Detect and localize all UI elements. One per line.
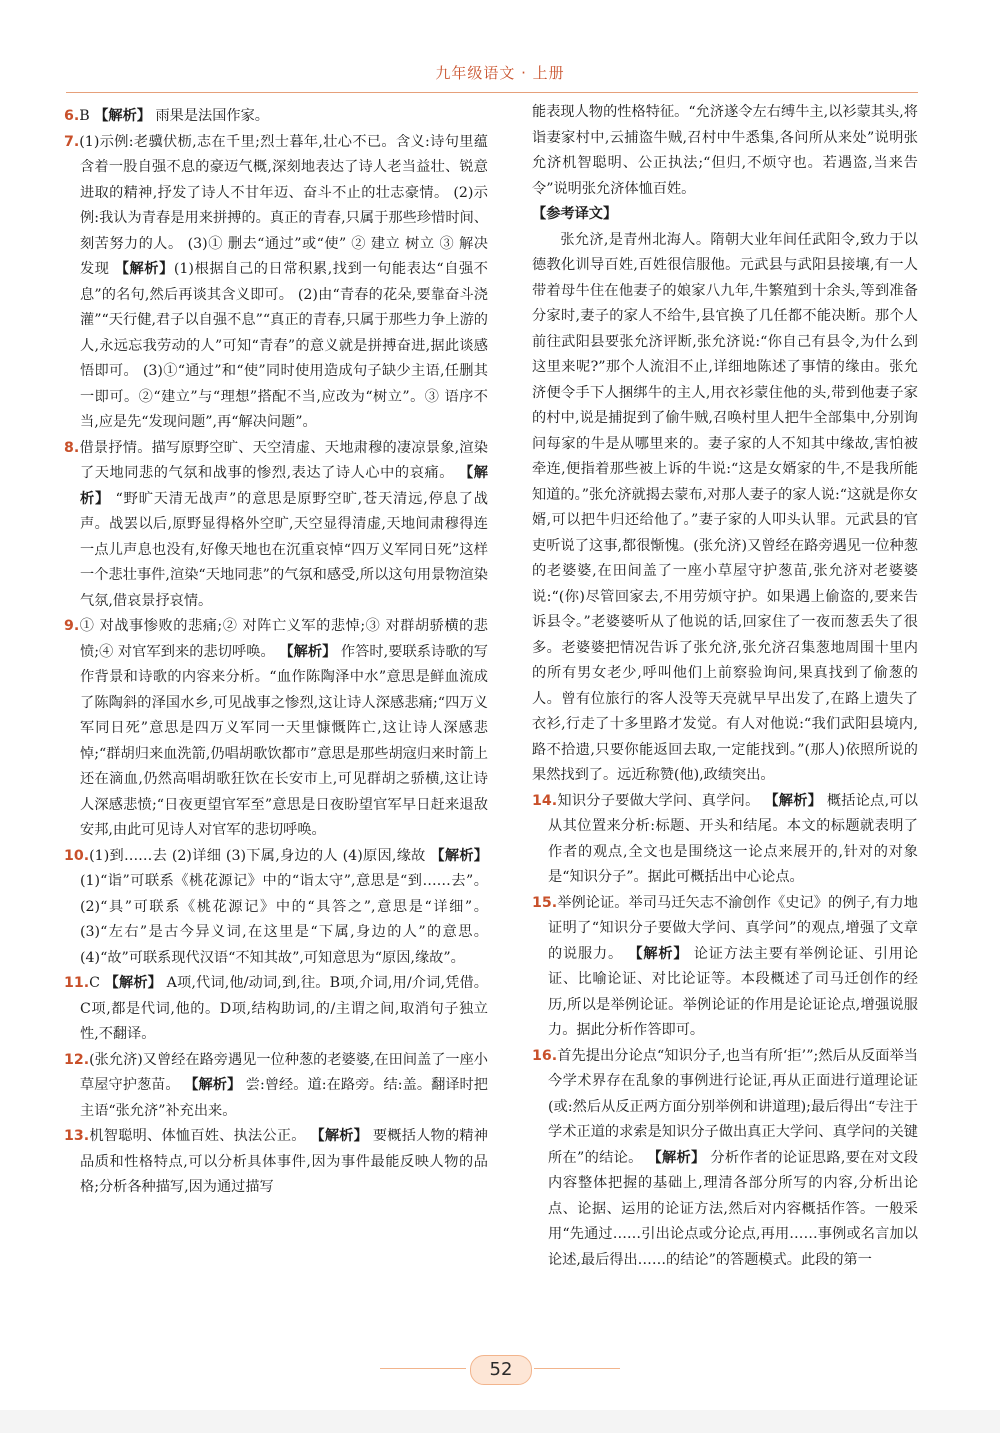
- left-column: [64, 104, 488, 1201]
- answer-text: (1)到……去 (2)详细 (3)下属,身边的人 (4)原因,缘故: [89, 847, 431, 864]
- answer-text: 机智聪明、体恤百姓、执法公正。: [89, 1128, 311, 1144]
- analysis-tag: 【解析】: [764, 792, 823, 809]
- answer-item-14: [532, 789, 918, 891]
- analysis-text: 尝:曾经。道:在路旁。结:盖。翻译时把主语“张允济”补充出来。: [80, 1077, 488, 1119]
- analysis-tag: 【解析】: [80, 465, 488, 507]
- analysis-text: A项,代词,他/动词,到,往。B项,介词,用/介词,凭借。C项,都是代词,他的。D项,结构助词,的/主谓之间,取消句子独立性,不翻译。: [80, 975, 488, 1042]
- answer-text: ① 对战事惨败的悲痛;② 对阵亡义军的悲悼;③ 对群胡骄横的悲愤;④ 对官军到来的悲切呼唤。: [79, 618, 488, 660]
- item-number: 10.: [64, 847, 90, 864]
- item-number: 7.: [64, 133, 80, 150]
- answer-item-6: [64, 104, 488, 130]
- analysis-text: 雨果是法国作家。: [150, 108, 269, 124]
- analysis-tag: 【解析】: [647, 1149, 706, 1166]
- answer-item-12: [64, 1048, 488, 1125]
- analysis-tag: 【解析】: [184, 1077, 242, 1093]
- analysis-text: (1)根据自己的日常积累,找到一句能表达“自强不息”的名句,然后再谈其含义即可。 (2)由“青春的花朵,要靠奋斗浇灌”“天行健,君子以自强不息”“真正的青春,只属于那些力争上游的人,永远忘我劳动的人”可知“青春”的意义就是拼搏奋进,据此谈感悟即可。 (3)①“通过”和“使”同时使用造成句子缺少主语,任删其一即可。②“建立”与“理想”搭配不当,应改为“树立”。③ 语序不当,应是先“发现问题”,再“解决问题”。: [80, 261, 488, 430]
- analysis-tag: 【解析】: [279, 643, 337, 660]
- answer-text: 知识分子要做大学问、真学问。: [557, 792, 765, 809]
- answer-item-13: [64, 1124, 488, 1201]
- analysis-tag: 【解析】: [628, 945, 689, 962]
- answer-text: C: [89, 975, 105, 991]
- answer-text: 首先提出分论点“知识分子,也当有所‘拒’”;然后从反面举当今学术界存在乱象的事例进行论证,再从正面进行道理论证(或:然后从反正两方面分别举例和讲道理);最后得出“专注于学术正道的求索是知识分子做出真正大学问、真学问的关键所在”的结论。: [548, 1047, 918, 1166]
- answer-text: B: [79, 108, 90, 124]
- answer-item-10: [64, 844, 488, 972]
- item-number: 13.: [64, 1128, 90, 1144]
- reference-translation: 张允济,是青州北海人。隋朝大业年间任武阳令,致力于以德教化训导百姓,百姓很信服他。元武县与武阳县接壤,有一人带着母牛住在他妻子的娘家八九年,牛繁殖到十余头,等到准备分家时,妻子的家人不给牛,县官换了几任都不能决断。那个人前往武阳县要张允济评断,张允济说:“你自己有县令,为什么到这里来呢?”那个人流泪不止,详细地陈述了事情的缘由。张允济便令手下人捆绑牛的主人,用衣衫蒙住他的头,带到他妻子家的村中,说是捕捉到了偷牛贼,召唤村里人把牛全部集中,分别询问每家的牛是从哪里来的。妻子家的人不知其中缘故,害怕被牵连,便指着那些被上诉的牛说:“这是女婿家的牛,不是我所能知道的。”张允济就揭去蒙布,对那人妻子的家人说:“这就是你女婿,可以把牛归还给他了。”妻子家的人叩头认罪。元武县的官吏听说了这事,都很惭愧。(张允济)又曾经在路旁遇见一位种葱的老婆婆,在田间盖了一座小草屋守护葱苗,张允济对老婆婆说:“(你)尽管回家去,不用劳烦守护。如果遇上偷盗的,要来告诉县令。”老婆婆听从了他说的话,回家住了一夜而葱丢失了很多。老婆婆把情况告诉了张允济,张允济召集葱地周围十里内的所有男女老少,呼叫他们上前察验询问,果真找到了偷葱的人。曾有位旅行的客人没等天亮就早早出发了,在路上遗失了衣衫,行走了十多里路才发觉。有人对他说:“我们武阳县境内,路不拾遗,只要你能返回去取,一定能找到。”(那人)依照所说的果然找到了。远近称赞(他),政绩突出。: [532, 231, 918, 783]
- answer-text: 借景抒情。描写原野空旷、天空清虚、天地肃穆的凄凉景象,渲染了天地同悲的气氛和战事的惨烈,表达了诗人心中的哀痛。: [79, 439, 488, 481]
- analysis-tag: 【解析】: [94, 108, 151, 124]
- answer-item-15: [532, 891, 918, 1044]
- item-number: 11.: [64, 975, 90, 991]
- item-number: 9.: [64, 618, 80, 634]
- right-column: [532, 100, 918, 1273]
- analysis-text: 分析作者的论证思路,要在对文段内容整体把握的基础上,理清各部分所写的内容,分析出论点、论据、运用的论证方法,然后对内容概括作答。一般采用“先通过……引出论点或分论点,再用……事例或名言加以论述,最后得出……的结论”的答题模式。此段的第一: [548, 1149, 918, 1268]
- answer-item-7: [64, 130, 488, 436]
- answer-item-9: [64, 614, 488, 844]
- item-number: 16.: [532, 1047, 558, 1064]
- answer-item-11: [64, 971, 488, 1048]
- item-number: 15.: [532, 894, 558, 911]
- header-divider: [66, 92, 918, 93]
- answer-item-16: [532, 1044, 918, 1274]
- answer-item-13-continued: 能表现人物的性格特征。“允济遂令左右缚牛主,以衫蒙其头,将诣妻家村中,云捕盗牛贼,召村中牛悉集,各问所从来处”说明张允济机智聪明、公正执法;“但归,不烦守也。若遇盗,当来告令”说明张允济体恤百姓。: [532, 104, 918, 197]
- header-title: 九年级语文 · 上册: [435, 64, 565, 82]
- analysis-tag: 【解析】: [114, 261, 174, 277]
- analysis-text: 作答时,要联系诗歌的写作背景和诗歌的内容来分析。“血作陈陶泽中水”意思是鲜血流成了陈陶斜的泽国水乡,可见战事之惨烈,这让诗人深感悲痛;“四万义军同日死”意思是四万义军同一天里慷慨阵亡,这让诗人深感悲悼;“群胡归来血洗箭,仍唱胡歌饮都市”意思是那些胡寇归来时箭上还在滴血,仍然高唱胡歌狂饮在长安市上,可见群胡之骄横,这让诗人深感悲愤;“日夜更望官军至”意思是日夜盼望官军早日赶来退敌安邦,由此可见诗人对官军的悲切呼唤。: [80, 643, 488, 838]
- analysis-text: (1)“诣”可联系《桃花源记》中的“诣太守”,意思是“到……去”。(2)“具”可联系《桃花源记》中的“具答之”,意思是“详细”。 (3)“左右”是古今异义词,在这里是“下属,身边的人”的意思。(4)“故”可联系现代汉语“不知其故”,可知意思为“原因,缘故”。: [80, 873, 488, 966]
- analysis-text: 概括论点,可以从其位置来分析:标题、开头和结尾。本文的标题就表明了作者的观点,全文也是围绕这一论点来展开的,针对的对象是“知识分子”。据此可概括出中心论点。: [548, 792, 918, 885]
- analysis-text: 论证方法主要有举例论证、引用论证、比喻论证、对比论证等。本段概述了司马迁创作的经历,所以是举例论证。举例论证的作用是论证论点,增强说服力。据此分析作答即可。: [548, 945, 918, 1038]
- item-number: 8.: [64, 439, 80, 456]
- analysis-tag: 【解析】: [430, 847, 488, 864]
- item-number: 12.: [64, 1051, 90, 1068]
- answer-text: 举例论证。举司马迁矢志不渝创作《史记》的例子,有力地证明了“知识分子要做大学问、真学问”的观点,增强了文章的说服力。: [548, 894, 918, 962]
- answer-text: (张允济)又曾经在路旁遇见一位种葱的老婆婆,在田间盖了一座小草屋守护葱苗。: [80, 1051, 488, 1093]
- analysis-tag: 【解析】: [310, 1128, 369, 1144]
- reference-translation-tag: 【参考译文】: [532, 206, 618, 222]
- answer-item-8: [64, 436, 488, 615]
- scan-edge: [0, 1410, 1000, 1433]
- page-number: 52: [470, 1355, 532, 1385]
- answer-text: (1)示例:老骥伏枥,志在千里;烈士暮年,壮心不已。含义:诗句里蕴含着一股自强不息的豪迈气概,深刻地表达了诗人老当益壮、锐意进取的精神,抒发了诗人不甘年迈、奋斗不止的壮志豪情。 (2)示例:我认为青春是用来拼搏的。真正的青春,只属于那些珍惜时间、刻苦努力的人。 (3)① 删去“通过”或“使” ② 建立 树立 ③ 解决 发现: [79, 133, 488, 277]
- item-number: 14.: [532, 792, 558, 809]
- item-number: 6.: [64, 108, 80, 124]
- analysis-text: “野旷天清无战声”的意思是原野空旷,苍天清远,停息了战声。战罢以后,原野显得格外空旷,天空显得清虚,天地间肃穆得连一点儿声息也没有,好像天地也在沉重哀悼“四万义军同日死”这样一个悲壮事件,渲染“天地同悲”的气氛和感受,所以这句用景物渲染气氛,借哀景抒哀情。: [80, 490, 488, 609]
- page-number-rule-right: [534, 1368, 620, 1369]
- page-number-rule-left: [380, 1368, 466, 1369]
- analysis-tag: 【解析】: [104, 975, 162, 991]
- analysis-text: 要概括人物的精神品质和性格特点,可以分析具体事件,因为事件最能反映人物的品格;分析各种描写,因为通过描写: [80, 1128, 488, 1195]
